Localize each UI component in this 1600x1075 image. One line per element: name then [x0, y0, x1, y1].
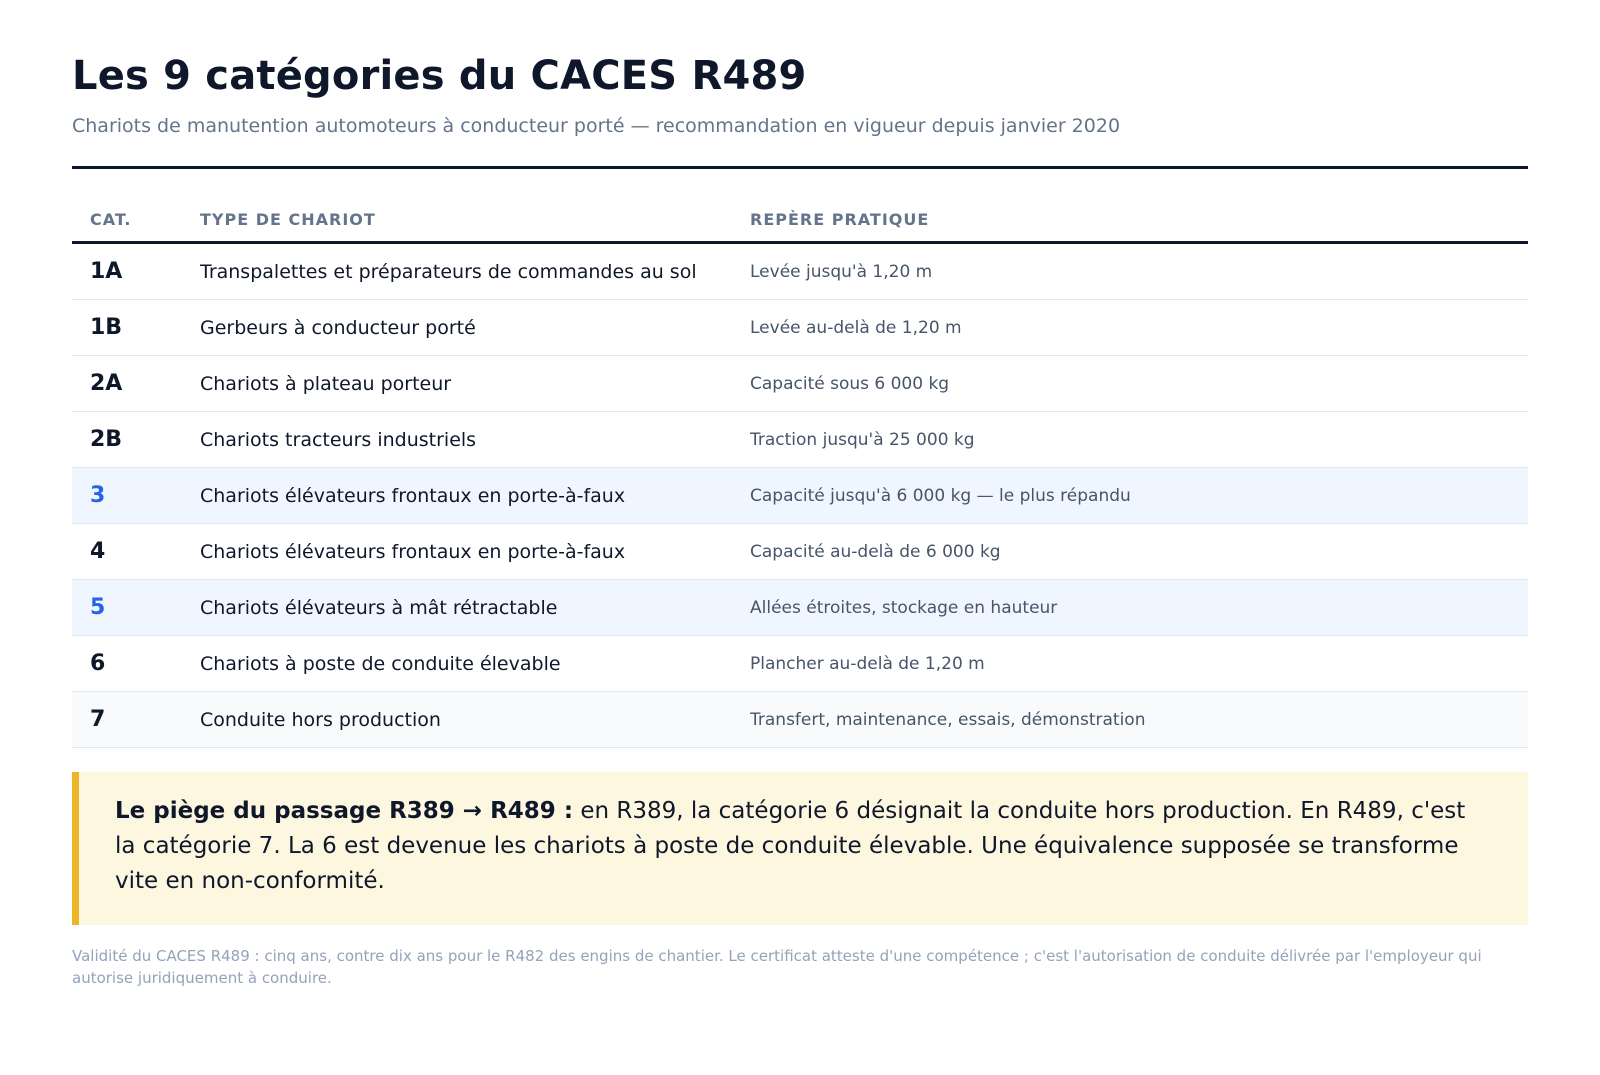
chariot-type: Chariots élévateurs à mât rétractable: [200, 580, 750, 636]
practical-reference: Capacité au-delà de 6 000 kg: [750, 524, 1528, 580]
practical-reference: Transfert, maintenance, essais, démonstration: [750, 692, 1528, 748]
category-code: 1B: [72, 300, 200, 356]
practical-reference: Allées étroites, stockage en hauteur: [750, 580, 1528, 636]
category-code: 5: [72, 580, 200, 636]
chariot-type: Chariots élévateurs frontaux en porte-à-faux: [200, 524, 750, 580]
table-row: [72, 300, 1528, 356]
callout-text: en R389, la catégorie 6 désignait la conduite hors production. En R489, c'est la catégorie 7. La 6 est devenue les chariots à poste de conduite élevable. Une équivalence supposée se transforme vite en non-conformité.: [115, 798, 1466, 894]
categories-table: [72, 197, 1528, 748]
table-row-highlighted: [72, 468, 1528, 524]
practical-reference: Capacité sous 6 000 kg: [750, 356, 1528, 412]
title-divider: [72, 166, 1528, 169]
category-code: 1A: [72, 243, 200, 300]
chariot-type: Chariots tracteurs industriels: [200, 412, 750, 468]
category-code: 7: [72, 692, 200, 748]
column-header-repere: REPÈRE PRATIQUE: [750, 197, 1528, 243]
column-header-type: TYPE DE CHARIOT: [200, 197, 750, 243]
column-header-cat: CAT.: [72, 197, 200, 243]
page-subtitle: Chariots de manutention automoteurs à conducteur porté — recommandation en vigueur depuis janvier 2020: [72, 115, 1121, 137]
category-code: 2A: [72, 356, 200, 412]
practical-reference: Levée jusqu'à 1,20 m: [750, 243, 1528, 300]
chariot-type: Chariots à poste de conduite élevable: [200, 636, 750, 692]
chariot-type: Conduite hors production: [200, 692, 750, 748]
table-row: [72, 412, 1528, 468]
callout-lead: Le piège du passage R389 → R489 :: [115, 798, 574, 824]
chariot-type: Chariots élévateurs frontaux en porte-à-faux: [200, 468, 750, 524]
page-title: Les 9 catégories du CACES R489: [72, 53, 807, 99]
practical-reference: Traction jusqu'à 25 000 kg: [750, 412, 1528, 468]
table-row: [72, 243, 1528, 300]
category-code: 3: [72, 468, 200, 524]
table-row: [72, 356, 1528, 412]
warning-callout: [72, 772, 1528, 925]
category-code: 4: [72, 524, 200, 580]
chariot-type: Chariots à plateau porteur: [200, 356, 750, 412]
practical-reference: Capacité jusqu'à 6 000 kg — le plus répandu: [750, 468, 1528, 524]
table-header-row: [72, 197, 1528, 243]
table-row: [72, 692, 1528, 748]
footnote: Validité du CACES R489 : cinq ans, contre dix ans pour le R482 des engins de chantier. Le certificat atteste d'une compétence ; c'est l'autorisation de conduite délivrée par l'employeur qui autorise juridiquement à conduire.: [72, 947, 1482, 987]
chariot-type: Gerbeurs à conducteur porté: [200, 300, 750, 356]
table-row-highlighted: [72, 580, 1528, 636]
practical-reference: Levée au-delà de 1,20 m: [750, 300, 1528, 356]
table-row: [72, 636, 1528, 692]
category-code: 6: [72, 636, 200, 692]
chariot-type: Transpalettes et préparateurs de commandes au sol: [200, 243, 750, 300]
table-row: [72, 524, 1528, 580]
practical-reference: Plancher au-delà de 1,20 m: [750, 636, 1528, 692]
category-code: 2B: [72, 412, 200, 468]
